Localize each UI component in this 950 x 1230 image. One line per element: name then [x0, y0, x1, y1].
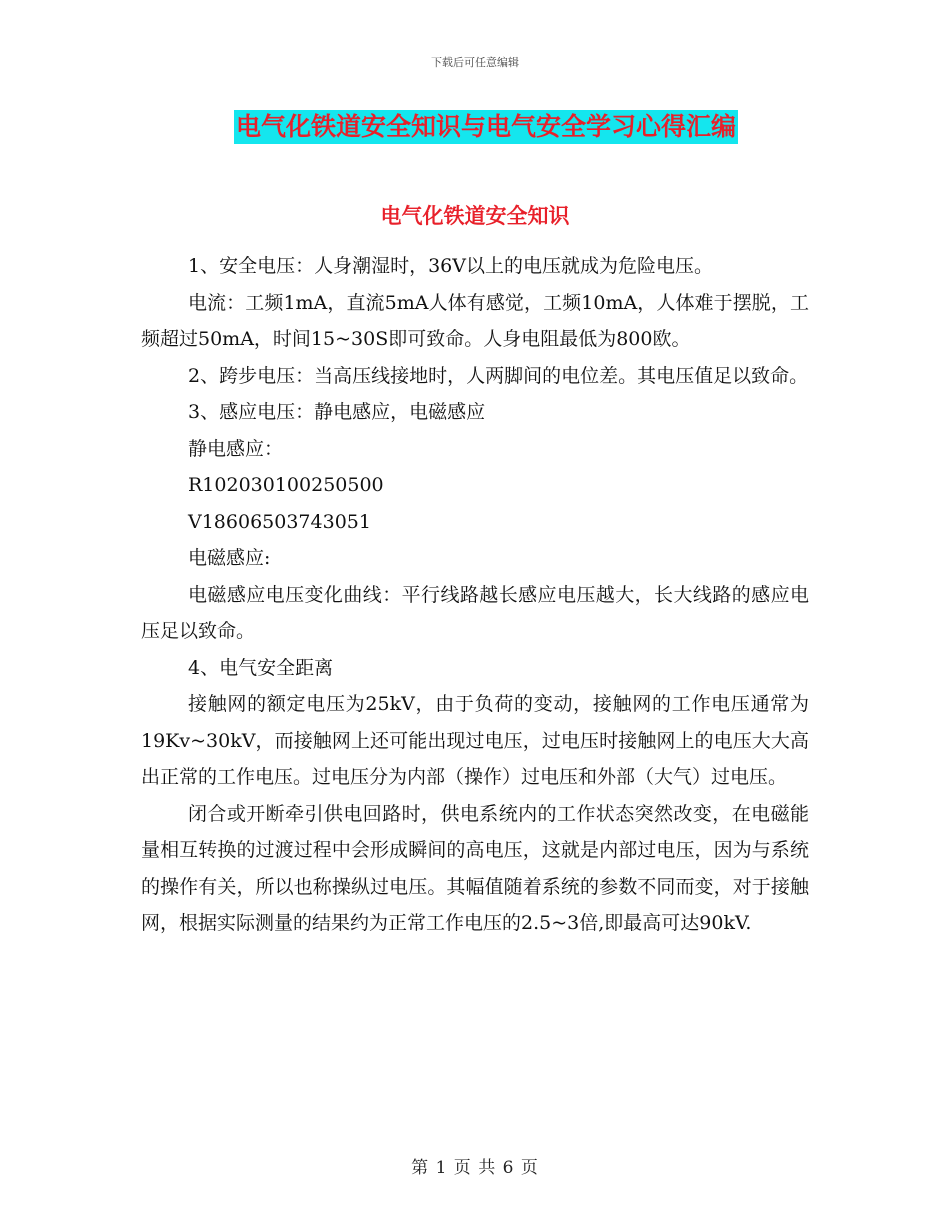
document-title: 电气化铁道安全知识与电气安全学习心得汇编	[234, 110, 738, 144]
section-title: 电气化铁道安全知识	[380, 204, 570, 228]
paragraph-internal-overvoltage: 闭合或开断牵引供电回路时，供电系统内的工作状态突然改变，在电磁能量相互转换的过渡过程中会形成瞬间的高电压，这就是内部过电压，因为与系统的操作有关，所以也称操纵过电压。其幅值随着系统的参数不同而变，对于接触网，根据实际测量的结果约为正常工作电压的2.5~3倍,即最高可达90kV.	[141, 802, 809, 934]
paragraph-safe-voltage: 1、安全电压：人身潮湿时，36V以上的电压就成为危险电压。	[188, 255, 713, 277]
page-number: 第 1 页 共 6 页	[411, 1158, 539, 1178]
paragraph-step-voltage: 2、跨步电压：当高压线接地时，人两脚间的电位差。其电压值足以致命。	[188, 364, 809, 387]
paragraph-v-values: V18606503743051	[188, 510, 371, 533]
paragraph-electromagnetic-label: 电磁感应:	[188, 547, 271, 569]
paragraph-safety-distance: 4、电气安全距离	[188, 656, 334, 679]
paragraph-electrostatic-label: 静电感应：	[188, 437, 284, 460]
paragraph-current: 电流：工频1mA，直流5mA人体有感觉，工频10mA，人体难于摆脱，工频超过50mA，时间15~30S即可致命。人身电阻最低为800欧。	[141, 291, 809, 350]
paragraph-r-values: R102030100250500	[188, 474, 384, 496]
paragraph-electromagnetic-curve: 电磁感应电压变化曲线：平行线路越长感应电压越大，长大线路的感应电压足以致命。	[141, 583, 809, 642]
paragraph-catenary-voltage: 接触网的额定电压为25kV，由于负荷的变动，接触网的工作电压通常为19Kv~30kV，而接触网上还可能出现过电压，过电压时接触网上的电压大大高出正常的工作电压。过电压分为内部（操作）过电压和外部（大气）过电压。	[141, 693, 809, 788]
page-header-note: 下载后可任意编辑	[431, 56, 519, 69]
document-body	[141, 248, 809, 942]
paragraph-induced-voltage: 3、感应电压：静电感应，电磁感应	[188, 401, 486, 423]
